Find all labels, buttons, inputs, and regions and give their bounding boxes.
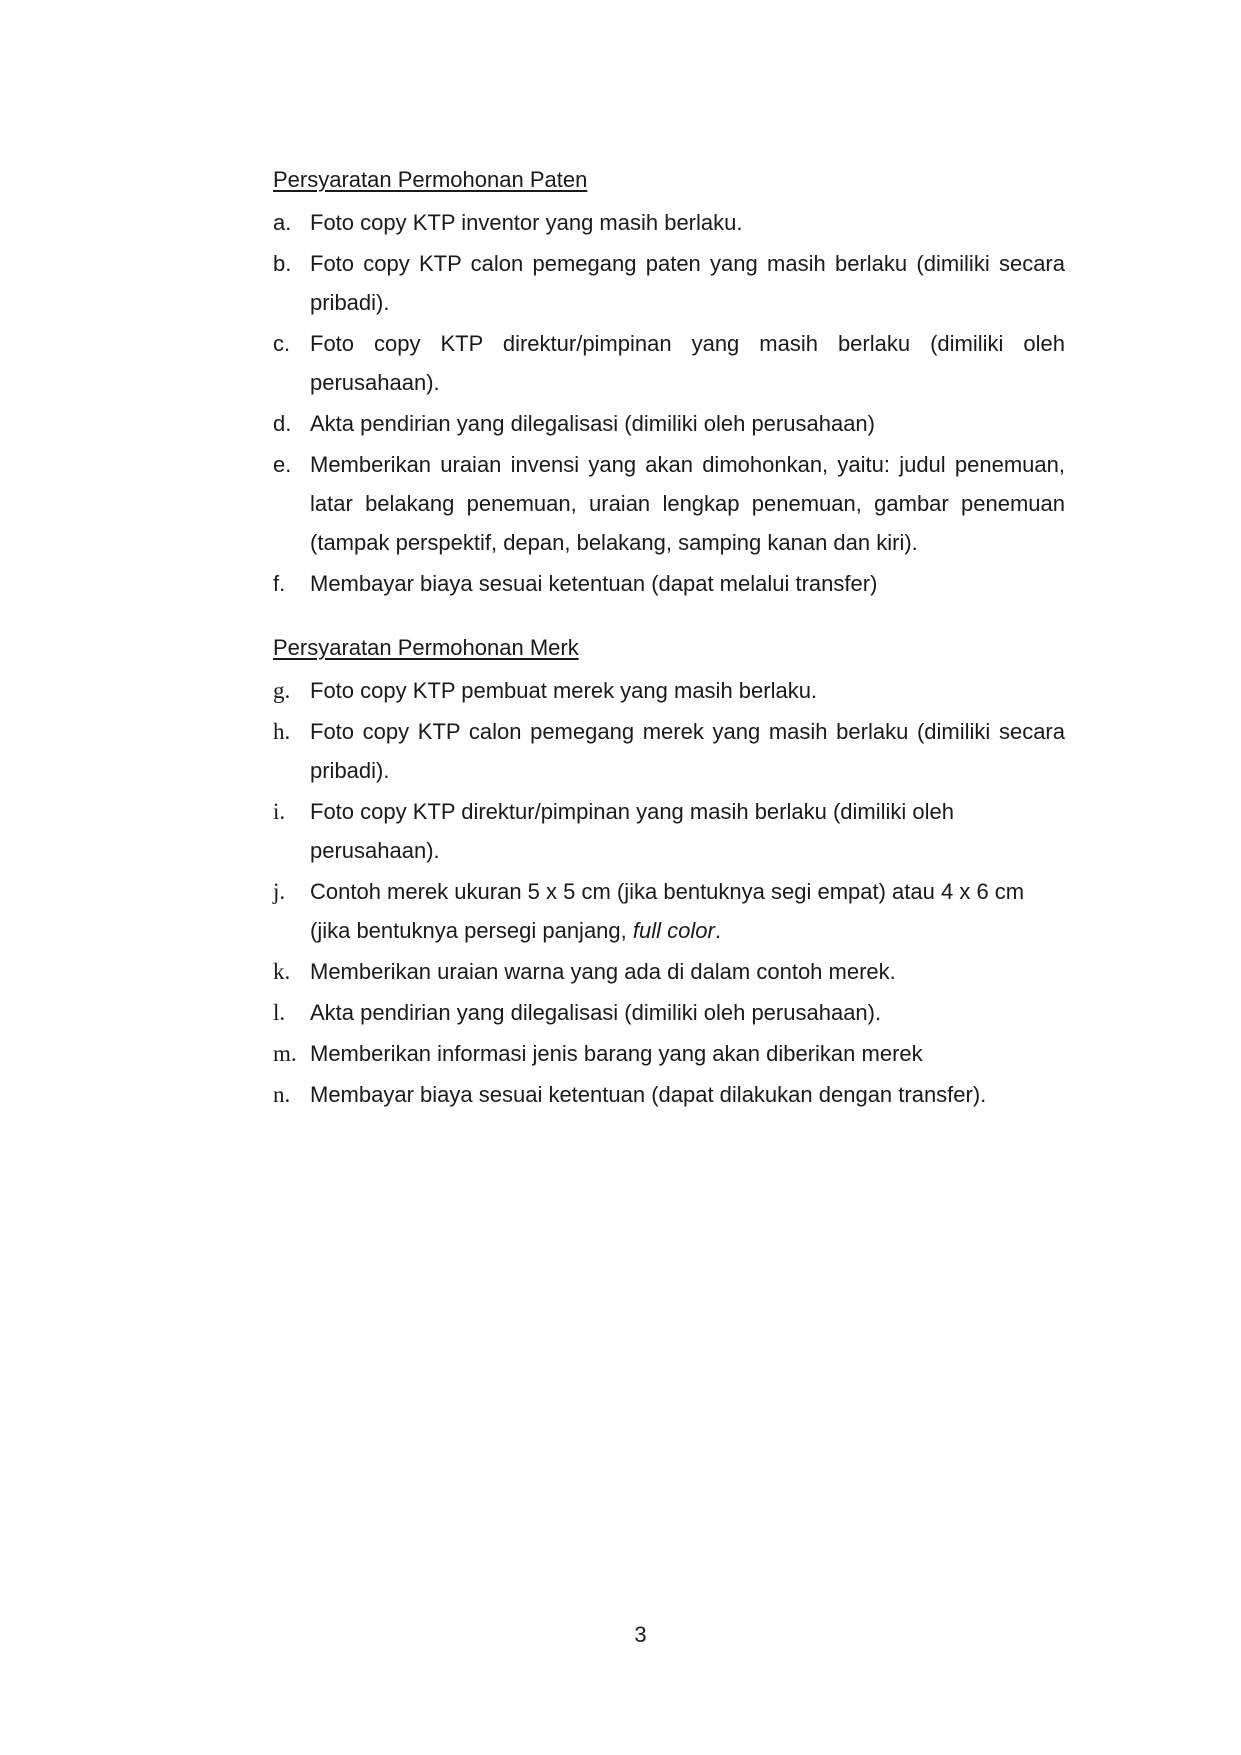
list-marker: m.	[273, 1041, 297, 1066]
list-item-text-part: .	[714, 918, 721, 943]
list-item-text: Foto copy KTP direktur/pimpinan yang masih berlaku (dimiliki oleh perusahaan).	[310, 331, 1065, 395]
list-item	[273, 404, 1065, 443]
list-item-text	[310, 872, 1065, 950]
list-marker: a.	[273, 210, 292, 235]
list-item-text: Membayar biaya sesuai ketentuan (dapat dilakukan dengan transfer).	[310, 1082, 987, 1107]
list-marker: b.	[273, 251, 292, 276]
list-item	[273, 445, 1065, 562]
list-item	[273, 872, 1065, 950]
list-marker: l.	[273, 1000, 286, 1025]
list-item-text: Akta pendirian yang dilegalisasi (dimiliki oleh perusahaan)	[310, 411, 875, 436]
list-item	[273, 671, 1065, 710]
document-body	[273, 163, 1065, 1116]
list-item-text: Memberikan uraian invensi yang akan dimohonkan, yaitu: judul penemuan, latar belakang penemuan, uraian lengkap penemuan, gambar penemuan (tampak perspektif, depan, belakang, samping kanan dan kiri).	[310, 452, 1065, 555]
list-item-text: Foto copy KTP direktur/pimpinan yang masih berlaku (dimiliki oleh perusahaan).	[310, 799, 954, 863]
requirements-list-paten	[273, 203, 1065, 603]
list-item-text: Memberikan informasi jenis barang yang akan diberikan merek	[310, 1041, 923, 1066]
list-item	[273, 324, 1065, 402]
list-marker: h.	[273, 719, 291, 744]
list-item-text-part: Contoh merek ukuran 5 x 5 cm (jika bentuknya segi empat) atau 4 x 6 cm (jika bentuknya persegi panjang,	[310, 879, 1025, 943]
list-item-text: Foto copy KTP pembuat merek yang masih berlaku.	[310, 678, 818, 703]
list-marker: k.	[273, 959, 291, 984]
list-item-text: Foto copy KTP calon pemegang merek yang masih berlaku (dimiliki secara pribadi).	[310, 719, 1065, 783]
list-marker: n.	[273, 1082, 291, 1107]
list-item	[273, 952, 1065, 991]
list-item	[273, 792, 1065, 870]
list-item	[273, 712, 1065, 790]
list-marker: e.	[273, 452, 292, 477]
list-item-text: Membayar biaya sesuai ketentuan (dapat melalui transfer)	[310, 571, 878, 596]
list-marker: i.	[273, 799, 286, 824]
list-item	[273, 1034, 1065, 1073]
list-item-text: Akta pendirian yang dilegalisasi (dimiliki oleh perusahaan).	[310, 1000, 882, 1025]
list-item	[273, 244, 1065, 322]
list-item-text: Foto copy KTP inventor yang masih berlaku.	[310, 210, 743, 235]
list-marker: d.	[273, 411, 292, 436]
page-number: 3	[634, 1622, 647, 1647]
list-marker: f.	[273, 571, 286, 596]
requirements-list-merk	[273, 671, 1065, 1114]
section-merk	[273, 631, 1065, 1114]
list-item	[273, 564, 1065, 603]
list-item-text-italic: full color	[632, 918, 715, 943]
list-item-text: Foto copy KTP calon pemegang paten yang masih berlaku (dimiliki secara pribadi).	[310, 251, 1065, 315]
section-heading-merk: Persyaratan Permohonan Merk	[273, 635, 579, 660]
list-item	[273, 1075, 1065, 1114]
section-paten	[273, 163, 1065, 603]
list-item	[273, 993, 1065, 1032]
list-marker: j.	[273, 879, 286, 904]
list-marker: c.	[273, 331, 291, 356]
list-item-text: Memberikan uraian warna yang ada di dalam contoh merek.	[310, 959, 896, 984]
section-heading-paten: Persyaratan Permohonan Paten	[273, 167, 588, 192]
list-marker: g.	[273, 678, 291, 703]
list-item	[273, 203, 1065, 242]
